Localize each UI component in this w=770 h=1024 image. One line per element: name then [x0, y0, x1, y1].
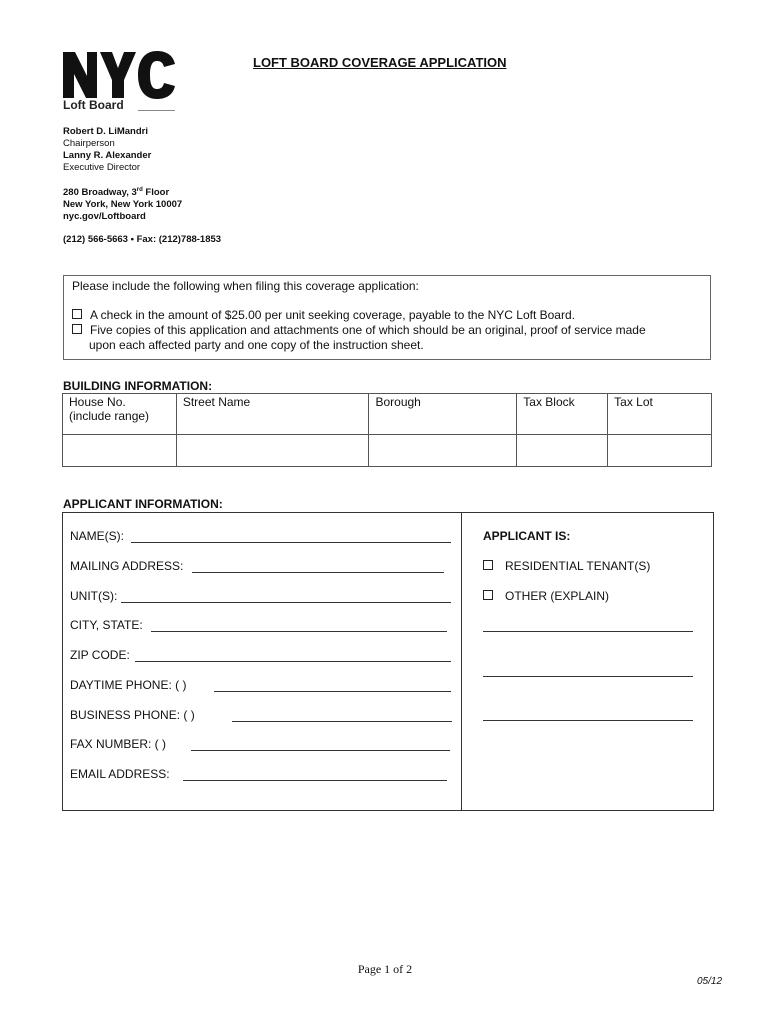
house-no-input[interactable]: [63, 435, 177, 467]
explain-line-1[interactable]: [483, 631, 693, 632]
instruction-item-2-cont: upon each affected party and one copy of the instruction sheet.: [89, 338, 424, 352]
mailing-address-label: MAILING ADDRESS:: [70, 559, 184, 573]
name-label: NAME(S):: [70, 529, 124, 543]
building-table-row: [63, 435, 712, 467]
director-name: Lanny R. Alexander: [63, 150, 152, 161]
address-line-2: New York, New York 10007: [63, 199, 183, 211]
fax-number-label: FAX NUMBER: ( ): [70, 737, 167, 751]
checkbox-icon[interactable]: [483, 590, 493, 600]
borough-input[interactable]: [369, 435, 517, 467]
col-borough: Borough: [369, 394, 517, 435]
contact-block: [63, 126, 182, 223]
city-state-label: CITY, STATE:: [70, 618, 143, 632]
daytime-phone-field[interactable]: [214, 691, 451, 692]
tax-lot-input[interactable]: [608, 435, 712, 467]
logo-subtitle: Loft Board: [63, 98, 124, 112]
checkbox-icon: [72, 309, 82, 319]
col-tax-lot: Tax Lot: [608, 394, 712, 435]
chair-title: Chairperson: [63, 138, 115, 149]
page-number: Page 1 of 2: [357, 962, 413, 976]
street-name-input[interactable]: [176, 435, 369, 467]
instruction-item-1: A check in the amount of $25.00 per unit seeking coverage, payable to the NYC Loft Board.: [72, 308, 702, 323]
instructions-intro: Please include the following when filing this coverage application:: [72, 279, 419, 293]
building-table: [62, 393, 712, 467]
instruction-item-2: Five copies of this application and attachments one of which should be an original, proof of service made: [72, 323, 702, 338]
option-residential-tenant[interactable]: RESIDENTIAL TENANT(S): [483, 559, 650, 573]
col-street-name: Street Name: [176, 394, 369, 435]
instructions-box: [63, 275, 711, 360]
checkbox-icon: [72, 324, 82, 334]
building-table-header: [63, 394, 712, 435]
explain-line-3[interactable]: [483, 720, 693, 721]
phone-fax: (212) 566-5663 • Fax: (212)788-1853: [63, 234, 222, 245]
explain-line-2[interactable]: [483, 676, 693, 677]
col-tax-block: Tax Block: [517, 394, 608, 435]
building-section-label: BUILDING INFORMATION:: [63, 379, 213, 393]
units-field[interactable]: [121, 602, 451, 603]
city-state-field[interactable]: [151, 631, 447, 632]
business-phone-field[interactable]: [232, 721, 452, 722]
applicant-divider: [461, 512, 462, 811]
option-other[interactable]: OTHER (EXPLAIN): [483, 589, 609, 603]
revision-date: 05/12: [697, 976, 723, 987]
applicant-is-heading: APPLICANT IS:: [483, 529, 571, 543]
chair-name: Robert D. LiMandri: [63, 126, 148, 137]
email-address-field[interactable]: [183, 780, 447, 781]
director-title: Executive Director: [63, 162, 141, 173]
address-line-1: 280 Broadway, 3rd Floor: [63, 187, 170, 199]
name-field[interactable]: [131, 542, 451, 543]
applicant-section-label: APPLICANT INFORMATION:: [63, 497, 223, 511]
zip-code-field[interactable]: [135, 661, 451, 662]
daytime-phone-label: DAYTIME PHONE: ( ): [70, 678, 187, 692]
mailing-address-field[interactable]: [192, 572, 444, 573]
units-label: UNIT(S):: [70, 589, 118, 603]
logo-rule: [138, 110, 175, 111]
nyc-logo: [63, 50, 176, 100]
email-address-label: EMAIL ADDRESS:: [70, 767, 170, 781]
col-house-no: House No. (include range): [63, 394, 177, 435]
zip-code-label: ZIP CODE:: [70, 648, 130, 662]
checkbox-icon[interactable]: [483, 560, 493, 570]
business-phone-label: BUSINESS PHONE: ( ): [70, 708, 195, 722]
document-title: LOFT BOARD COVERAGE APPLICATION: [253, 55, 507, 70]
tax-block-input[interactable]: [517, 435, 608, 467]
fax-number-field[interactable]: [191, 750, 450, 751]
website: nyc.gov/Loftboard: [63, 211, 146, 223]
